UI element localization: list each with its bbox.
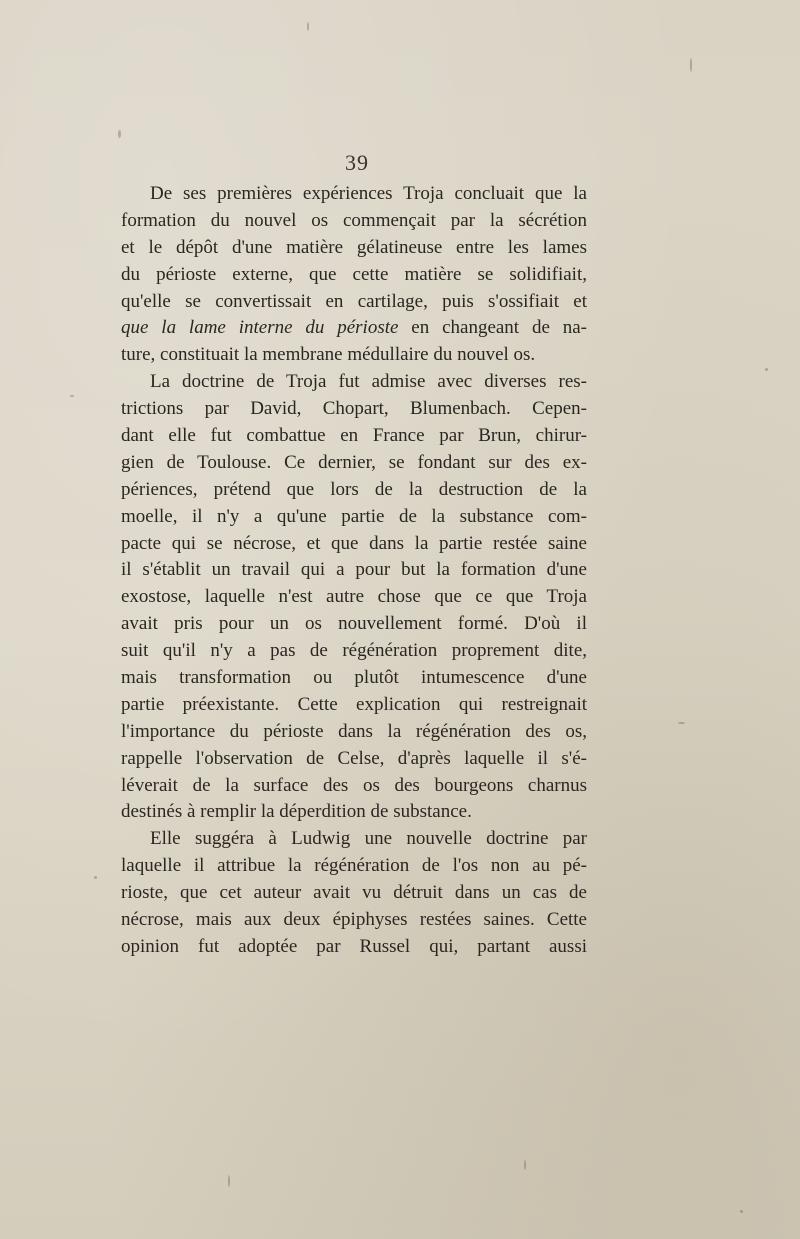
text-line: laquelle il attribue la régénération de l'os non au pé- xyxy=(121,855,587,877)
text-line: opinion fut adoptée par Russel qui, partant aussi xyxy=(121,935,587,957)
text-line: exostose, laquelle n'est autre chose que ce que Troja xyxy=(121,586,587,608)
paper-speck xyxy=(118,130,121,138)
text-line: mais transformation ou plutôt intumescence d'une xyxy=(121,667,587,689)
text-line: l'importance du périoste dans la régénération des os, xyxy=(121,720,587,742)
paper-speck xyxy=(740,1210,743,1213)
text-line: destinés à remplir la déperdition de substance. xyxy=(121,801,472,823)
text-line: rappelle l'observation de Celse, d'après laquelle il s'é- xyxy=(121,747,587,769)
paper-speck xyxy=(307,22,309,31)
text-line: périences, prétend que lors de la destruction de la xyxy=(121,478,587,500)
text-line: il s'établit un travail qui a pour but la formation d'une xyxy=(121,559,587,581)
page-number: 39 xyxy=(345,150,369,175)
paper-speck xyxy=(690,58,692,72)
paper-speck xyxy=(678,722,685,724)
text-line: gien de Toulouse. Ce dernier, se fondant sur des ex- xyxy=(121,451,587,473)
text-line: avait pris pour un os nouvellement formé. D'où il xyxy=(121,613,587,635)
text-line: La doctrine de Troja fut admise avec diverses res- xyxy=(150,371,587,393)
text-line: léverait de la surface des os des bourgeons charnus xyxy=(121,774,587,796)
text-line: trictions par David, Chopart, Blumenbach. Cepen- xyxy=(121,398,587,420)
body-text xyxy=(121,181,587,961)
line-remainder: en changeant de na- xyxy=(398,317,587,339)
text-line: ture, constituait la membrane médullaire du nouvel os. xyxy=(121,344,536,366)
italic-phrase: que la lame interne du périoste xyxy=(121,317,399,339)
paper-speck xyxy=(70,395,74,397)
text-line: pacte qui se nécrose, et que dans la partie restée saine xyxy=(121,532,587,554)
paper-speck xyxy=(228,1175,230,1187)
text-line: rioste, que cet auteur avait vu détruit dans un cas de xyxy=(121,882,587,904)
text-line: dant elle fut combattue en France par Brun, chirur- xyxy=(121,425,587,447)
text-line: suit qu'il n'y a pas de régénération proprement dite, xyxy=(121,640,587,662)
text-line: De ses premières expériences Troja concluait que la xyxy=(150,183,587,204)
text-line: nécrose, mais aux deux épiphyses restées saines. Cette xyxy=(121,909,587,931)
text-line: du périoste externe, que cette matière se solidifiait, xyxy=(121,263,587,285)
text-line: Elle suggéra à Ludwig une nouvelle doctrine par xyxy=(150,828,587,850)
text-line xyxy=(121,315,587,342)
text-line: qu'elle se convertissait en cartilage, puis s'ossifiait et xyxy=(121,290,587,312)
text-line: formation du nouvel os commençait par la sécrétion xyxy=(121,209,587,231)
text-line: et le dépôt d'une matière gélatineuse entre les lames xyxy=(121,236,587,258)
paper-speck xyxy=(524,1160,526,1170)
paper-speck xyxy=(765,368,768,371)
text-line: partie préexistante. Cette explication qui restreignait xyxy=(121,693,587,715)
paper-speck xyxy=(94,876,97,879)
text-line: moelle, il n'y a qu'une partie de la substance com- xyxy=(121,505,587,527)
